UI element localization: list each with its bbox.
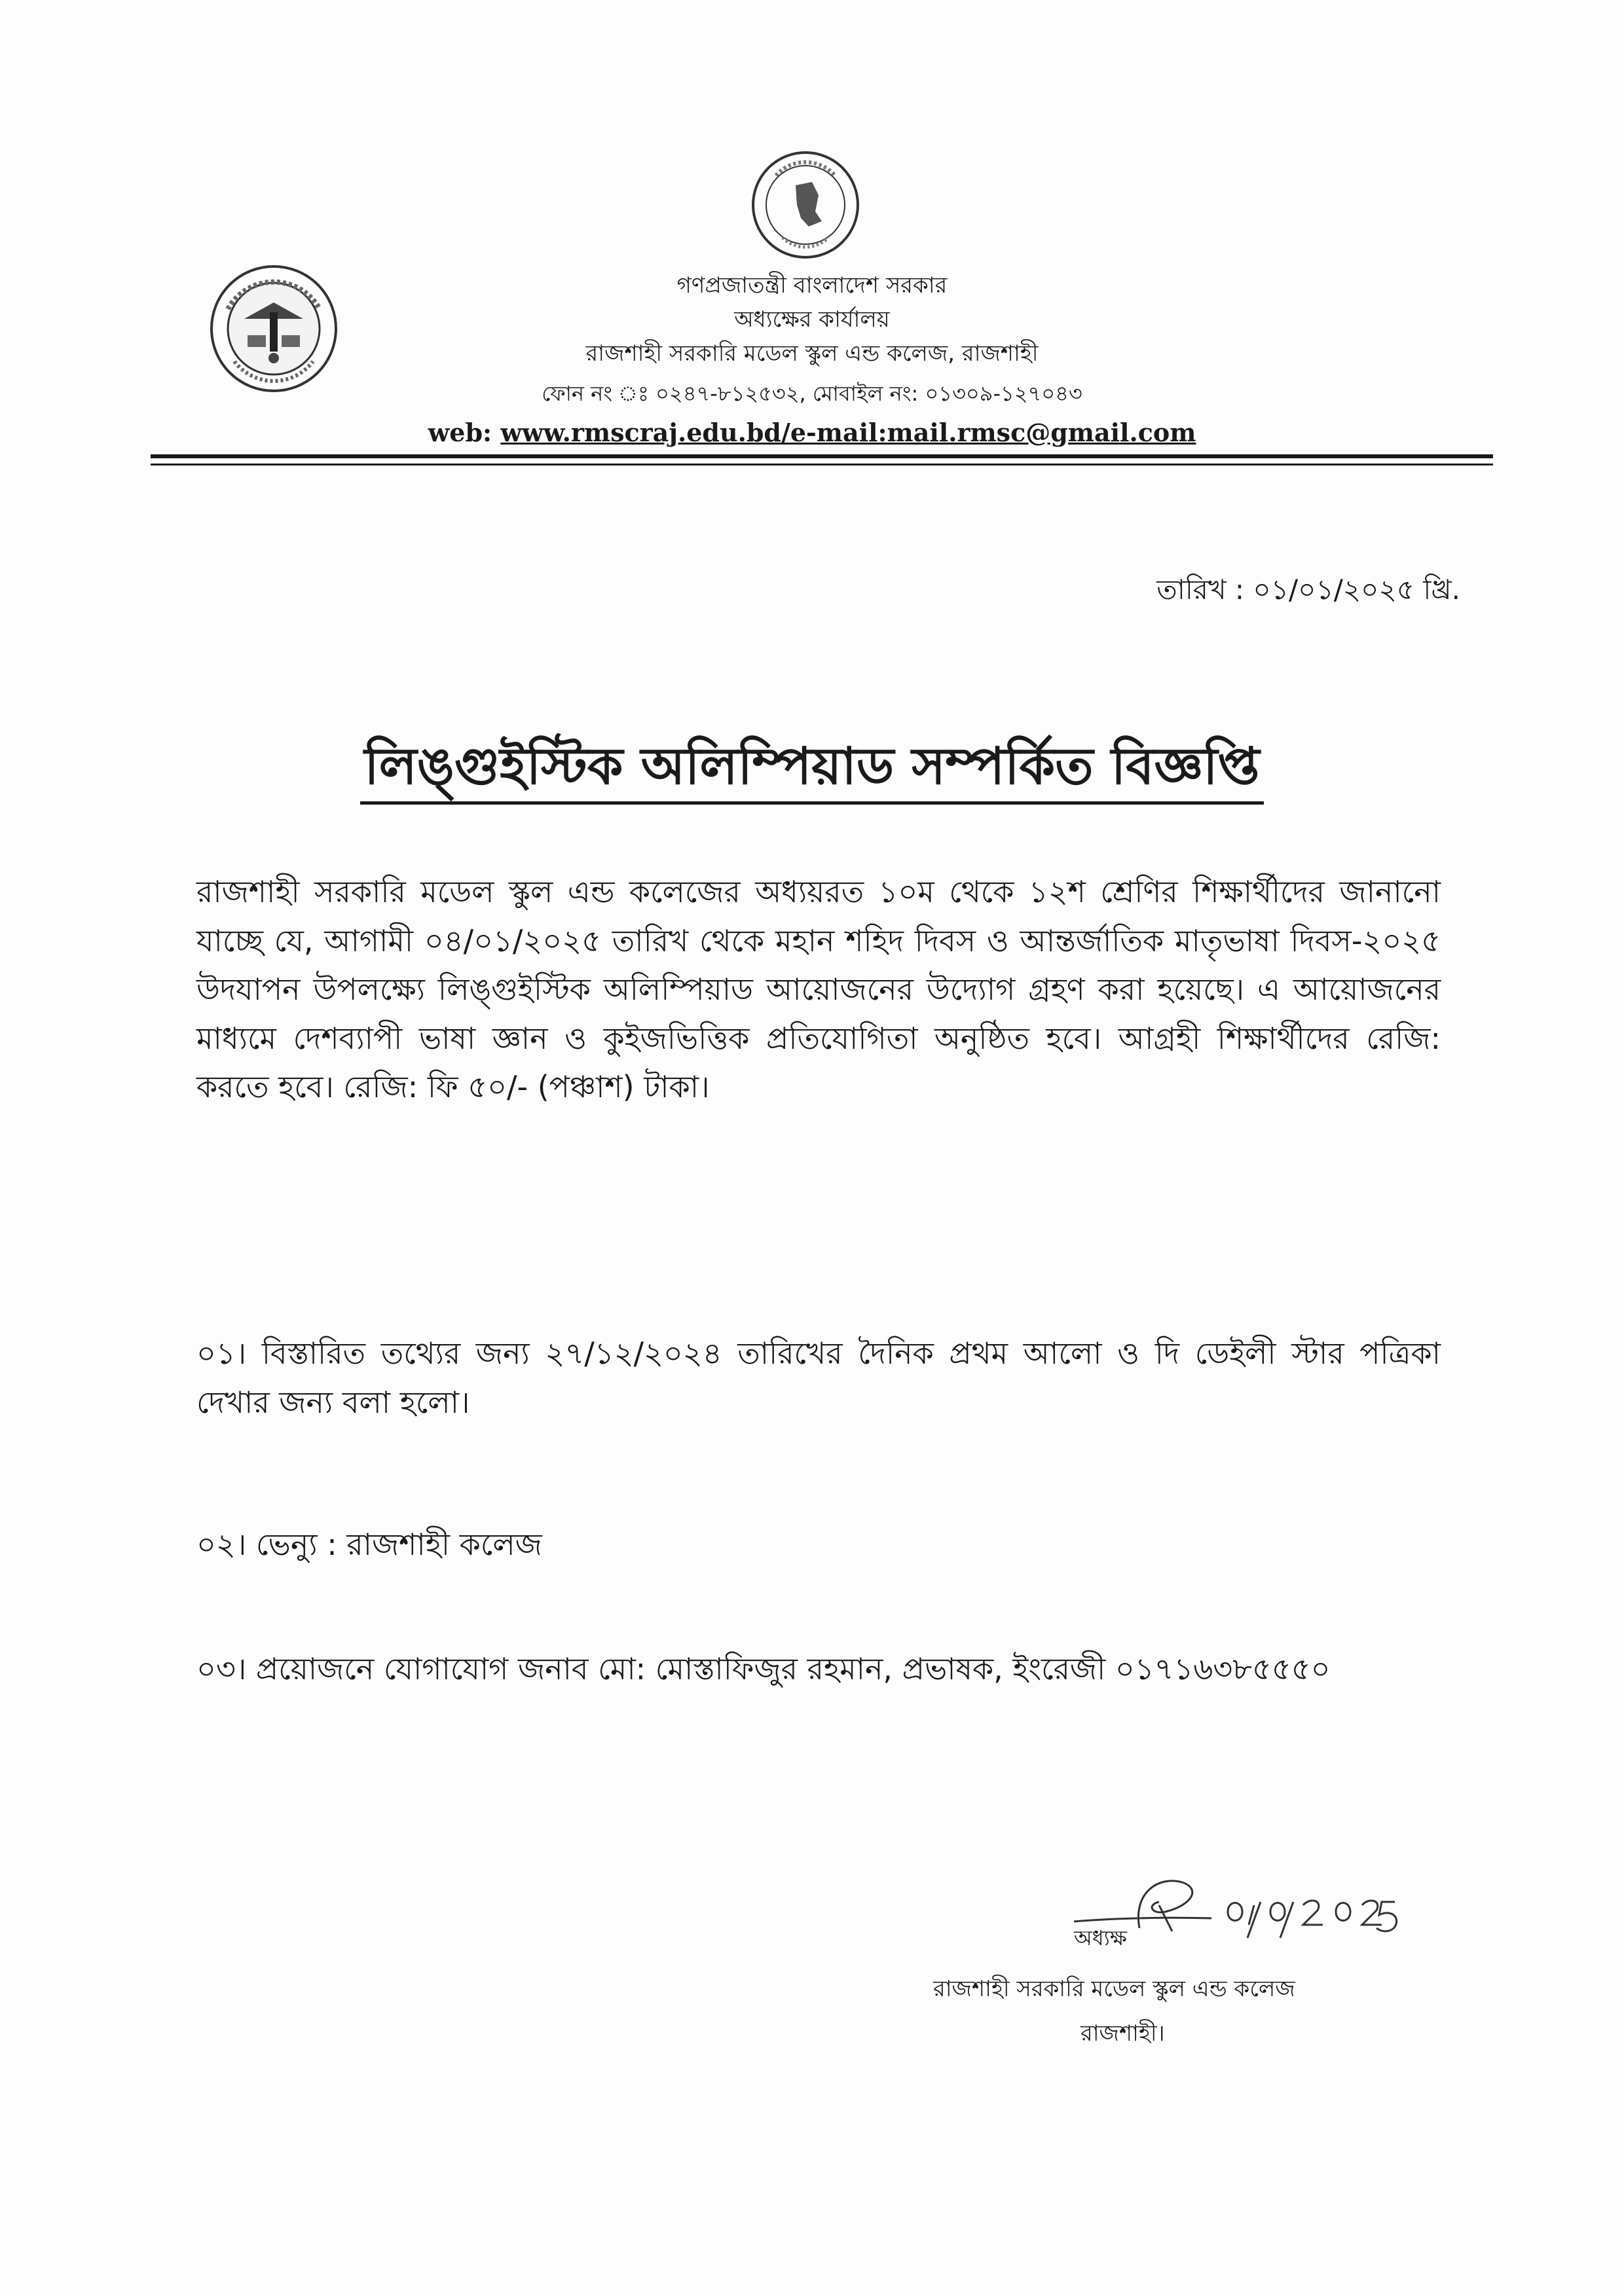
signatory-title: অধ্যক্ষ: [1074, 1925, 1127, 1950]
notice-date: তারিখ : ০১/০১/২০২৫ খ্রি.: [1156, 574, 1460, 606]
notice-title-text: লিঙ্গুইস্টিক অলিম্পিয়াড সম্পর্কিত বিজ্ঞপ্তি: [360, 737, 1263, 805]
header-phone-line: ফোন নং ঃ ০২৪৭-৮১২৫৩২, মোবাইল নং: ০১৩০৯-১২৭০৪৩: [542, 381, 1082, 406]
notice-title: [0, 727, 1624, 812]
notice-body-paragraph: রাজশাহী সরকারি মডেল স্কুল এন্ড কলেজের অধ্যয়রত ১০ম থেকে ১২শ শ্রেণির শিক্ষার্থীদের জানানো যাচ্ছে যে, আগামী ০৪/০১/২০২৫ তারিখ থেকে মহান শহিদ দিবস ও আন্তর্জাতিক মাতৃভাষা দিবস-২০২৫ উদযাপন উপলক্ষ্যে লিঙ্গুইস্টিক অলিম্পিয়াড আয়োজনের উদ্যোগ গ্রহণ করা হয়েছে। এ আয়োজনের মাধ্যমে দেশব্যাপী ভাষা জ্ঞান ও কুইজভিত্তিক প্রতিযোগিতা অনুষ্ঠিত হবে। আগ্রহী শিক্ষার্থীদের রেজি: করতে হবে। রেজি: ফি ৫০/- (পঞ্চাশ) টাকা।: [196, 874, 1441, 1105]
header-web-line: [0, 418, 1624, 447]
signatory-organization: রাজশাহী সরকারি মডেল স্কুল এন্ড কলেজ: [933, 1976, 1295, 2002]
header-government-line: গণপ্রজাতন্ত্রী বাংলাদেশ সরকার: [676, 272, 948, 299]
header-divider-thick: [151, 454, 1493, 458]
notice-item-3: ০৩। প্রয়োজনে যোগাযোগ জনাব মো: মোস্তাফিজুর রহমান, প্রভাষক, ইংরেজী ০১৭১৬৩৮৫৫৫০: [196, 1651, 1331, 1686]
signatory-location: রাজশাহী।: [1080, 2020, 1165, 2047]
notice-item-1: ০১। বিস্তারিত তথ্যের জন্য ২৭/১২/২০২৪ তারিখের দৈনিক প্রথম আলো ও দি ডেইলী স্টার পত্রিকা দেখার জন্য বলা হলো।: [196, 1336, 1441, 1420]
web-label: web:: [428, 418, 501, 447]
header-office-line: অধ্যক্ষের কার্যালয়: [734, 306, 890, 333]
web-email-link[interactable]: www.rmscraj.edu.bd/e-mail:mail.rmsc@gmail.com: [500, 418, 1196, 447]
header-divider-thin: [151, 464, 1493, 465]
header-institution-line: রাজশাহী সরকারি মডেল স্কুল এন্ড কলেজ, রাজশাহী: [585, 340, 1039, 367]
bangladesh-government-seal-icon: [750, 149, 861, 261]
notice-item-2: ০২। ভেন্যু : রাজশাহী কলেজ: [196, 1527, 542, 1562]
